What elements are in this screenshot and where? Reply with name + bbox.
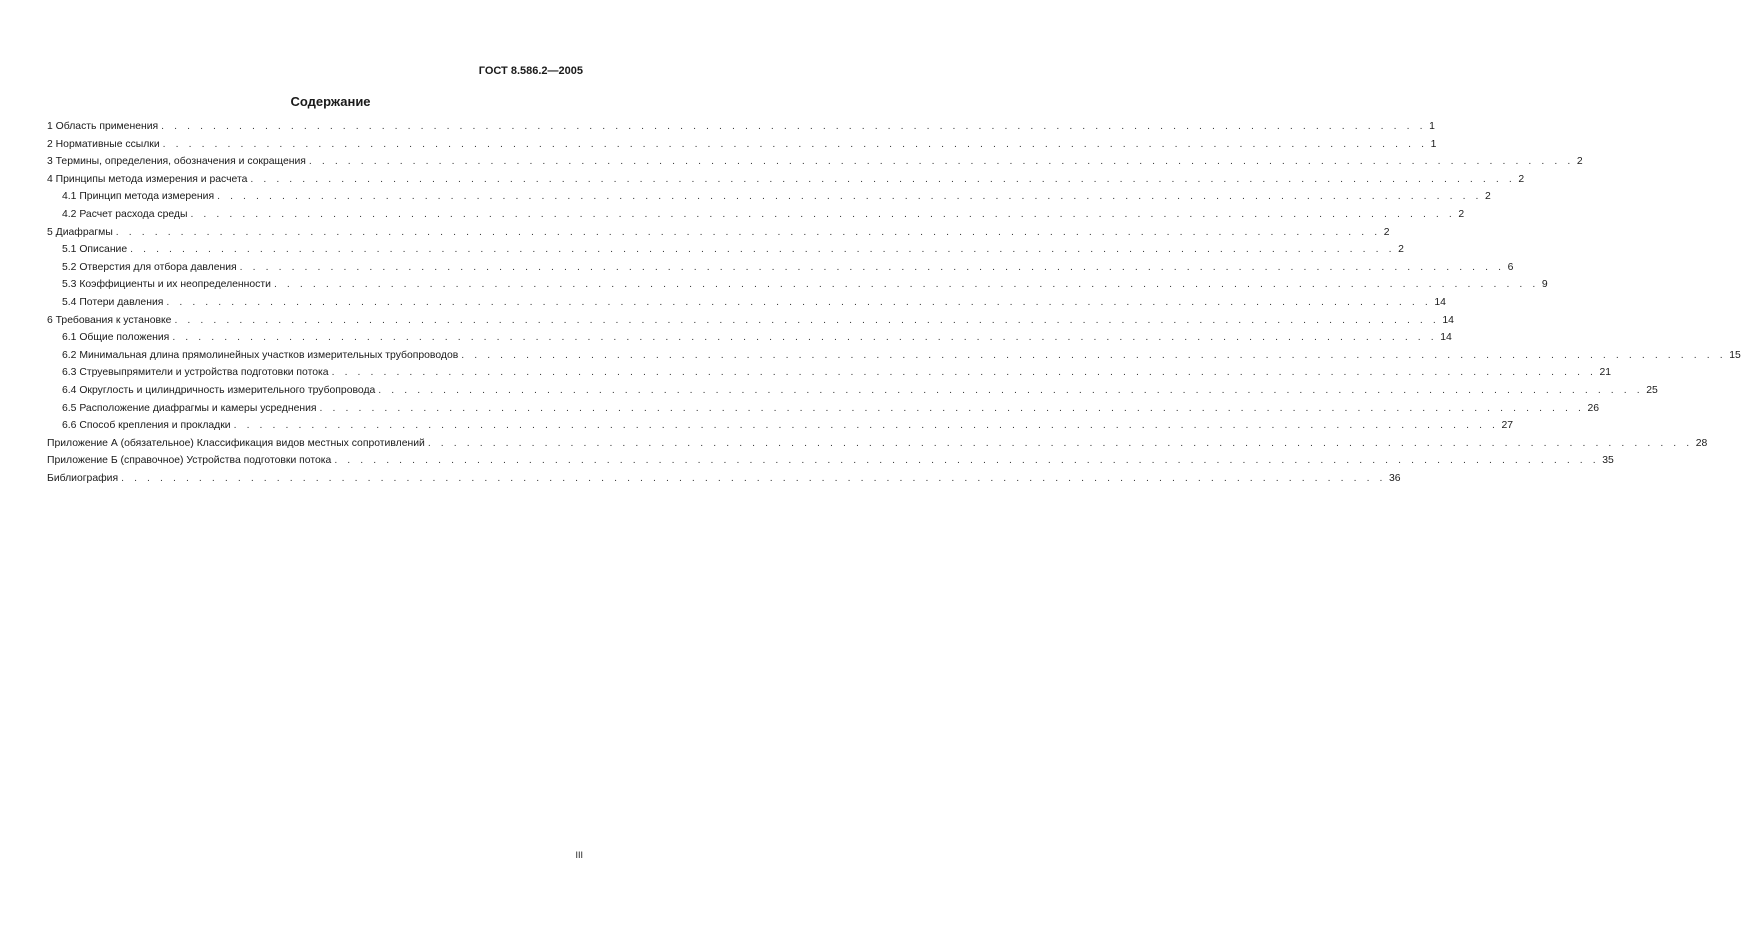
toc-dot-leader: . . . . . . . . . . . . . . . . . . . . . . . . . . . . . . . . . . . . . . . . . . . . . . . . . . . . . . . . . . . . . . . . . . . . . . . . . . . . . . . . . . . . . . . . . . . . . . . . . . (308, 156, 1574, 168)
toc-entry[interactable] (47, 472, 1401, 491)
toc-entry[interactable] (47, 244, 1404, 262)
toc-entry-label: Приложение А (обязательное) Классификация видов местных сопротивлений (47, 437, 425, 449)
toc-dot-leader: . . . . . . . . . . . . . . . . . . . . . . . . . . . . . . . . . . . . . . . . . . . . . . . . . . . . . . . . . . . . . . . . . . . . . . . . . . . . . . . . . . . . . . . . . . . . . . . . . . (461, 349, 1727, 361)
page-number: III (575, 850, 583, 860)
toc-entry-page: 2 (1383, 226, 1390, 238)
toc-dot-leader: . . . . . . . . . . . . . . . . . . . . . . . . . . . . . . . . . . . . . . . . . . . . . . . . . . . . . . . . . . . . . . . . . . . . . . . . . . . . . . . . . . . . . . . . . . . . . . . . . . (250, 173, 1516, 185)
toc-dot-leader: . . . . . . . . . . . . . . . . . . . . . . . . . . . . . . . . . . . . . . . . . . . . . . . . . . . . . . . . . . . . . . . . . . . . . . . . . . . . . . . . . . . . . . . . . . . . . . . . . . (427, 437, 1693, 449)
toc-entry[interactable] (47, 402, 1600, 421)
toc-entry-page: 9 (1541, 279, 1548, 291)
toc-dot-leader: . . . . . . . . . . . . . . . . . . . . . . . . . . . . . . . . . . . . . . . . . . . . . . . . . . . . . . . . . . . . . . . . . . . . . . . . . . . . . . . . . . . . . . . . . . . . . . . . . . (166, 296, 1432, 308)
toc-entry-page: 1 (1429, 121, 1435, 132)
toc-entry-label: Библиография (47, 472, 119, 484)
toc-entry-label: 5.3 Коэффициенты и их неопределенности (62, 279, 271, 291)
toc-entry-page: 2 (1576, 156, 1583, 168)
toc-dot-leader: . . . . . . . . . . . . . . . . . . . . . . . . . . . . . . . . . . . . . . . . . . . . . . . . . . . . . . . . . . . . . . . . . . . . . . . . . . . . . . . . . . . . . . . . . . . . . . . . . . (273, 279, 1539, 291)
toc-entry[interactable] (47, 420, 1514, 438)
toc-entry-label: 4.2 Расчет расхода среды (62, 208, 188, 220)
toc-entry-page: 2 (1485, 191, 1491, 203)
toc-dot-leader: . . . . . . . . . . . . . . . . . . . . . . . . . . . . . . . . . . . . . . . . . . . . . . . . . . . . . . . . . . . . . . . . . . . . . . . . . . . . . . . . . . . . . . . . . . . . . . . . . . (130, 244, 1396, 256)
toc-entry-label: 5 Диафрагмы (47, 226, 113, 238)
toc-entry-label: 5.2 Отверстия для отбора давления (62, 261, 237, 273)
document-code: ГОСТ 8.586.2—2005 (478, 65, 583, 77)
toc-entry-page: 28 (1695, 437, 1708, 449)
toc-entry[interactable] (47, 279, 1548, 297)
toc-entry[interactable] (47, 437, 1708, 456)
toc-entry[interactable] (47, 191, 1491, 209)
toc-entry-page: 35 (1602, 455, 1614, 467)
toc-entry-label: 6 Требования к установке (47, 314, 172, 326)
toc-dot-leader: . . . . . . . . . . . . . . . . . . . . . . . . . . . . . . . . . . . . . . . . . . . . . . . . . . . . . . . . . . . . . . . . . . . . . . . . . . . . . . . . . . . . . . . . . . . . . . . . . . (319, 402, 1585, 414)
toc-entry-page: 14 (1440, 332, 1452, 344)
toc-entry[interactable] (47, 367, 1612, 385)
toc-entry-page: 15 (1729, 349, 1741, 361)
toc-entry-page: 2 (1518, 173, 1525, 185)
toc-entry[interactable] (47, 384, 1658, 403)
toc-entry[interactable] (47, 314, 1454, 333)
toc-entry-page: 21 (1599, 367, 1612, 379)
toc-entry-page: 14 (1442, 314, 1454, 326)
toc-entry-label: 6.6 Способ крепления и прокладки (62, 420, 231, 432)
toc-entry-page: 1 (1430, 138, 1437, 150)
toc-entry[interactable] (47, 349, 1741, 368)
table-of-contents (47, 121, 1741, 490)
toc-entry[interactable] (47, 121, 1435, 139)
toc-entry[interactable] (47, 226, 1390, 245)
toc-entry-label: 6.5 Расположение диафрагмы и камеры усреднения (62, 402, 317, 414)
toc-entry-page: 36 (1389, 472, 1401, 484)
toc-dot-leader: . . . . . . . . . . . . . . . . . . . . . . . . . . . . . . . . . . . . . . . . . . . . . . . . . . . . . . . . . . . . . . . . . . . . . . . . . . . . . . . . . . . . . . . . . . . . . . . . . . (331, 367, 1597, 379)
toc-entry-label: 5.4 Потери давления (62, 296, 164, 308)
toc-entry-label: 6.4 Округлость и цилиндричность измерительного трубопровода (62, 384, 376, 396)
toc-entry[interactable] (47, 138, 1437, 157)
toc-entry-page: 14 (1434, 296, 1446, 308)
toc-entry-page: 26 (1587, 402, 1600, 414)
toc-entry-label: 4.1 Принцип метода измерения (62, 191, 215, 203)
toc-entry-page: 6 (1507, 261, 1514, 273)
toc-title: Содержание (290, 94, 371, 109)
toc-entry[interactable] (47, 156, 1583, 174)
toc-entry[interactable] (47, 208, 1465, 227)
toc-entry-label: 6.1 Общие положения (62, 332, 170, 344)
toc-dot-leader: . . . . . . . . . . . . . . . . . . . . . . . . . . . . . . . . . . . . . . . . . . . . . . . . . . . . . . . . . . . . . . . . . . . . . . . . . . . . . . . . . . . . . . . . . . . . . . . . . . (172, 332, 1438, 344)
toc-entry-label: 2 Нормативные ссылки (47, 138, 160, 150)
toc-dot-leader: . . . . . . . . . . . . . . . . . . . . . . . . . . . . . . . . . . . . . . . . . . . . . . . . . . . . . . . . . . . . . . . . . . . . . . . . . . . . . . . . . . . . . . . . . . . . . . . . . . (174, 314, 1440, 326)
toc-entry-label: Приложение Б (справочное) Устройства подготовки потока (47, 455, 332, 467)
toc-entry-page: 27 (1501, 420, 1514, 432)
toc-entry-page: 25 (1646, 384, 1658, 396)
toc-dot-leader: . . . . . . . . . . . . . . . . . . . . . . . . . . . . . . . . . . . . . . . . . . . . . . . . . . . . . . . . . . . . . . . . . . . . . . . . . . . . . . . . . . . . . . . . . . . . . . . . . . (162, 138, 1428, 150)
toc-entry-label: 3 Термины, определения, обозначения и сокращения (47, 156, 306, 168)
toc-dot-leader: . . . . . . . . . . . . . . . . . . . . . . . . . . . . . . . . . . . . . . . . . . . . . . . . . . . . . . . . . . . . . . . . . . . . . . . . . . . . . . . . . . . . . . . . . . . . . . . . . . (115, 226, 1381, 238)
toc-entry[interactable] (47, 332, 1452, 350)
toc-entry[interactable] (47, 296, 1446, 315)
toc-entry[interactable] (47, 261, 1514, 280)
toc-dot-leader: . . . . . . . . . . . . . . . . . . . . . . . . . . . . . . . . . . . . . . . . . . . . . . . . . . . . . . . . . . . . . . . . . . . . . . . . . . . . . . . . . . . . . . . . . . . . . . . . . . (239, 261, 1505, 273)
toc-dot-leader: . . . . . . . . . . . . . . . . . . . . . . . . . . . . . . . . . . . . . . . . . . . . . . . . . . . . . . . . . . . . . . . . . . . . . . . . . . . . . . . . . . . . . . . . . . . . . . . . . . (121, 472, 1387, 484)
toc-entry-label: 6.2 Минимальная длина прямолинейных участков измерительных трубопроводов (62, 349, 459, 361)
toc-entry[interactable] (47, 455, 1614, 473)
toc-entry-label: 6.3 Струевыпрямители и устройства подготовки потока (62, 367, 329, 379)
toc-dot-leader: . . . . . . . . . . . . . . . . . . . . . . . . . . . . . . . . . . . . . . . . . . . . . . . . . . . . . . . . . . . . . . . . . . . . . . . . . . . . . . . . . . . . . . . . . . . . . . . . . . (161, 121, 1427, 132)
toc-dot-leader: . . . . . . . . . . . . . . . . . . . . . . . . . . . . . . . . . . . . . . . . . . . . . . . . . . . . . . . . . . . . . . . . . . . . . . . . . . . . . . . . . . . . . . . . . . . . . . . . . . (217, 191, 1483, 203)
toc-dot-leader: . . . . . . . . . . . . . . . . . . . . . . . . . . . . . . . . . . . . . . . . . . . . . . . . . . . . . . . . . . . . . . . . . . . . . . . . . . . . . . . . . . . . . . . . . . . . . . . . . . (190, 208, 1456, 220)
toc-entry-page: 2 (1458, 208, 1465, 220)
toc-entry[interactable] (47, 173, 1525, 192)
toc-dot-leader: . . . . . . . . . . . . . . . . . . . . . . . . . . . . . . . . . . . . . . . . . . . . . . . . . . . . . . . . . . . . . . . . . . . . . . . . . . . . . . . . . . . . . . . . . . . . . . . . . . (334, 455, 1600, 467)
toc-entry-label: 4 Принципы метода измерения и расчета (47, 173, 248, 185)
toc-dot-leader: . . . . . . . . . . . . . . . . . . . . . . . . . . . . . . . . . . . . . . . . . . . . . . . . . . . . . . . . . . . . . . . . . . . . . . . . . . . . . . . . . . . . . . . . . . . . . . . . . . (233, 420, 1499, 432)
toc-entry-page: 2 (1398, 244, 1404, 256)
toc-dot-leader: . . . . . . . . . . . . . . . . . . . . . . . . . . . . . . . . . . . . . . . . . . . . . . . . . . . . . . . . . . . . . . . . . . . . . . . . . . . . . . . . . . . . . . . . . . . . . . . . . . (378, 384, 1644, 396)
toc-entry-label: 5.1 Описание (62, 244, 128, 256)
toc-entry-label: 1 Область применения (47, 121, 159, 132)
